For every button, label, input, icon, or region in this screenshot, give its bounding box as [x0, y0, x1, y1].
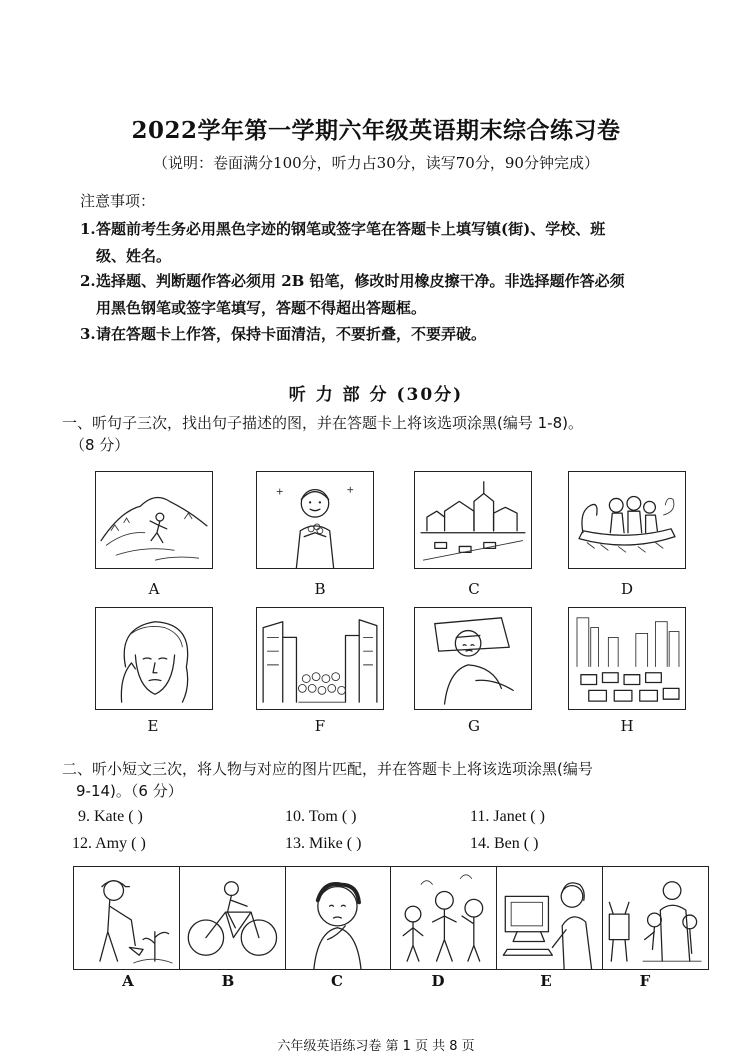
match-item-14: 14. Ben ( )	[470, 835, 539, 852]
picture-label-f: F	[314, 717, 326, 735]
exam-instructions: （说明：卷面满分100分，听力占30分，读写70分，90分钟完成）	[153, 154, 599, 172]
notice-item-2: 2.选择题、判断题作答必须用 2B 铅笔，修改时用橡皮擦干净。非选择题作答必须 用黑色钢笔或签字笔填写，答题不得超出答题框。	[80, 272, 625, 317]
picture-label-g: G	[468, 717, 480, 735]
match-item-13: 13. Mike ( )	[285, 835, 362, 852]
match-item-10: 10. Tom ( )	[285, 808, 357, 825]
match-item-11: 11. Janet ( )	[470, 808, 545, 825]
notice-item-3: 3.请在答题卡上作答，保持卡面清洁，不要折叠，不要弄破。	[80, 325, 487, 343]
picture-label-c: C	[468, 580, 480, 598]
notice-item-1: 1.答题前考生务必用黑色字迹的钢笔或签字笔在答题卡上填写镇(街)、学校、班 级、姓名。	[80, 220, 606, 265]
listening-section-title: 听 力 部 分 (30分)	[288, 385, 464, 405]
picture-label-h: H	[620, 717, 634, 735]
strip-label-e: E	[540, 972, 552, 990]
strip-label-f: F	[639, 972, 651, 990]
picture-label-e: E	[147, 717, 159, 735]
picture-label-b: B	[314, 580, 326, 598]
strip-label-d: D	[431, 972, 445, 990]
strip-label-c: C	[331, 972, 343, 990]
picture-riding-bike	[180, 867, 286, 969]
picture-a-hiking	[95, 471, 213, 569]
picture-g-sick-girl	[414, 607, 532, 710]
match-item-9: 9. Kate ( )	[78, 808, 143, 825]
picture-c-village	[414, 471, 532, 569]
picture-boy-thinking	[286, 867, 392, 969]
picture-e-headache	[95, 607, 213, 710]
notice-heading: 注意事项：	[80, 192, 156, 210]
picture-h-traffic-jam	[568, 607, 686, 710]
picture-children-greeting	[391, 867, 497, 969]
picture-d-dragon-boat	[568, 471, 686, 569]
picture-b-girl-flowers	[256, 471, 374, 569]
exam-title: 2022学年第一学期六年级英语期末综合练习卷	[131, 117, 621, 144]
part2-instruction: 二、听小短文三次，将人物与对应的图片匹配，并在答题卡上将该选项涂黑(编号 9-14)。（6 分）	[62, 760, 593, 800]
page-footer: 六年级英语练习卷 第 1 页 共 8 页	[277, 1039, 475, 1054]
strip-label-a: A	[122, 972, 134, 990]
strip-label-b: B	[221, 972, 235, 990]
picture-label-a: A	[148, 580, 160, 598]
part1-instruction: 一、听句子三次，找出句子描述的图，并在答题卡上将该选项涂黑(编号 1-8)。 （8 分）	[62, 414, 583, 454]
picture-label-d: D	[620, 580, 634, 598]
picture-f-crowd	[256, 607, 384, 710]
picture-family-tv	[603, 867, 708, 969]
picture-planting-tree	[74, 867, 180, 969]
picture-using-computer	[497, 867, 603, 969]
matching-picture-strip	[73, 866, 709, 970]
match-item-12: 12. Amy ( )	[72, 835, 146, 852]
